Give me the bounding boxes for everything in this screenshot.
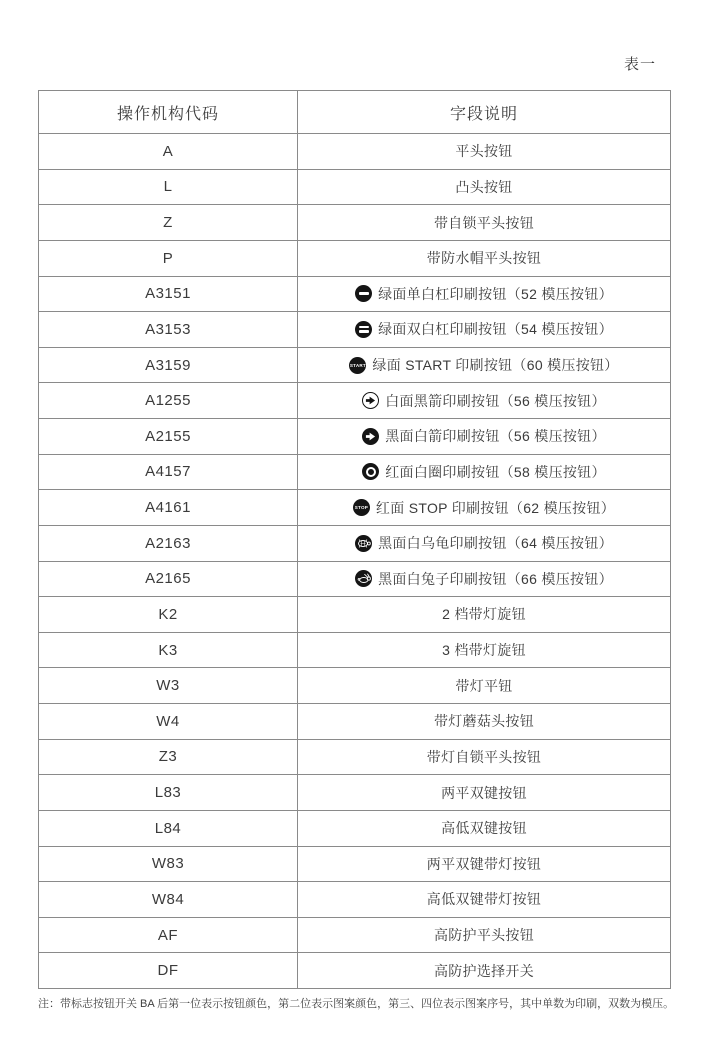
code-cell: A2163 (39, 526, 298, 561)
circle-ring-icon (362, 463, 379, 480)
description-text: 带自锁平头按钮 (433, 214, 535, 231)
table-row (39, 775, 670, 811)
description-text: 高防护平头按钮 (433, 927, 535, 944)
description-text: 2 档带灯旋钮 (442, 606, 526, 623)
code-cell: A1255 (39, 383, 298, 418)
circle-arrow-outline-icon (362, 392, 379, 409)
table-body (39, 134, 670, 988)
description-cell (298, 241, 670, 276)
table-row (39, 348, 670, 384)
table-row (39, 134, 670, 170)
description-text: 红面 STOP 印刷按钮（62 模压按钮） (375, 499, 616, 516)
description-cell (298, 775, 670, 810)
table-header-row (39, 91, 670, 134)
description-cell (298, 633, 670, 668)
circle-turtle-icon (355, 535, 372, 552)
description-cell (298, 490, 670, 525)
footnote: 注：带标志按钮开关 BA 后第一位表示按钮颜色，第二位表示图案颜色，第三、四位表示图案序号，其中单数为印刷，双数为模压。 (38, 998, 675, 1010)
table-row (39, 277, 670, 313)
code-cell: P (39, 241, 298, 276)
description-text: 带灯自锁平头按钮 (426, 748, 542, 765)
description-text: 白面黑箭印刷按钮（56 模压按钮） (385, 392, 606, 409)
description-text: 带防水帽平头按钮 (426, 250, 542, 267)
description-text: 绿面双白杠印刷按钮（54 模压按钮） (378, 321, 613, 338)
circle-single-bar-icon (355, 285, 372, 302)
description-cell (298, 704, 670, 739)
table-row (39, 668, 670, 704)
description-text: 黑面白箭印刷按钮（56 模压按钮） (385, 428, 606, 445)
table-row (39, 455, 670, 491)
table-row (39, 597, 670, 633)
code-cell: K3 (39, 633, 298, 668)
description-cell (298, 277, 670, 312)
table-row (39, 312, 670, 348)
description-cell (298, 170, 670, 205)
description-cell (298, 668, 670, 703)
description-text: 高防护选择开关 (433, 962, 535, 979)
description-text: 绿面单白杠印刷按钮（52 模压按钮） (378, 285, 613, 302)
table-row (39, 526, 670, 562)
code-cell: W4 (39, 704, 298, 739)
column-header-description: 字段说明 (449, 105, 518, 123)
table-row (39, 383, 670, 419)
circle-rabbit-icon (355, 570, 372, 587)
description-cell (298, 312, 670, 347)
description-cell (298, 811, 670, 846)
description-cell (298, 847, 670, 882)
circle-double-bar-icon (355, 321, 372, 338)
table-row (39, 882, 670, 918)
description-text: 带灯平钮 (455, 677, 513, 694)
codes-table (38, 90, 671, 989)
table-row (39, 704, 670, 740)
description-text: 平头按钮 (455, 143, 513, 160)
description-cell (298, 882, 670, 917)
description-text: 3 档带灯旋钮 (442, 642, 526, 659)
table-row (39, 419, 670, 455)
description-cell (298, 348, 670, 383)
table-row (39, 633, 670, 669)
code-cell: W3 (39, 668, 298, 703)
code-cell: W83 (39, 847, 298, 882)
code-cell: L83 (39, 775, 298, 810)
description-text: 凸头按钮 (455, 178, 513, 195)
description-text: 黑面白乌龟印刷按钮（64 模压按钮） (378, 535, 613, 552)
table-row (39, 918, 670, 954)
description-cell (298, 740, 670, 775)
table-row (39, 953, 670, 988)
table-row (39, 562, 670, 598)
description-cell (298, 134, 670, 169)
code-cell: DF (39, 953, 298, 988)
code-cell: K2 (39, 597, 298, 632)
code-cell: A3151 (39, 277, 298, 312)
code-cell: L84 (39, 811, 298, 846)
code-cell: A3159 (39, 348, 298, 383)
description-cell (298, 918, 670, 953)
description-text: 带灯蘑菇头按钮 (433, 713, 535, 730)
description-text: 高低双键带灯按钮 (426, 891, 542, 908)
description-text: 绿面 START 印刷按钮（60 模压按钮） (372, 357, 619, 374)
circle-stop-icon: STOP (353, 499, 370, 516)
table-row (39, 847, 670, 883)
table-row (39, 740, 670, 776)
code-cell: A2155 (39, 419, 298, 454)
code-cell: A4157 (39, 455, 298, 490)
table-row (39, 170, 670, 206)
code-cell: A2165 (39, 562, 298, 597)
description-text: 黑面白兔子印刷按钮（66 模压按钮） (378, 570, 613, 587)
code-cell: A (39, 134, 298, 169)
description-cell (298, 383, 670, 418)
description-cell (298, 562, 670, 597)
table-row (39, 490, 670, 526)
column-header-code: 操作机构代码 (39, 91, 298, 133)
table-row (39, 811, 670, 847)
description-text: 红面白圈印刷按钮（58 模压按钮） (385, 463, 606, 480)
description-cell (298, 205, 670, 240)
code-cell: A3153 (39, 312, 298, 347)
table-row (39, 205, 670, 241)
code-cell: AF (39, 918, 298, 953)
description-text: 两平双键按钮 (441, 784, 527, 801)
description-text: 高低双键按钮 (441, 820, 527, 837)
description-cell (298, 526, 670, 561)
page-title: 表一 (623, 56, 656, 73)
description-text: 两平双键带灯按钮 (426, 855, 542, 872)
circle-arrow-icon (362, 428, 379, 445)
code-cell: W84 (39, 882, 298, 917)
table-row (39, 241, 670, 277)
code-cell: Z3 (39, 740, 298, 775)
description-cell (298, 419, 670, 454)
code-cell: L (39, 170, 298, 205)
description-cell (298, 597, 670, 632)
circle-start-icon: START (349, 357, 366, 374)
description-cell (298, 455, 670, 490)
description-cell (298, 953, 670, 988)
code-cell: A4161 (39, 490, 298, 525)
code-cell: Z (39, 205, 298, 240)
